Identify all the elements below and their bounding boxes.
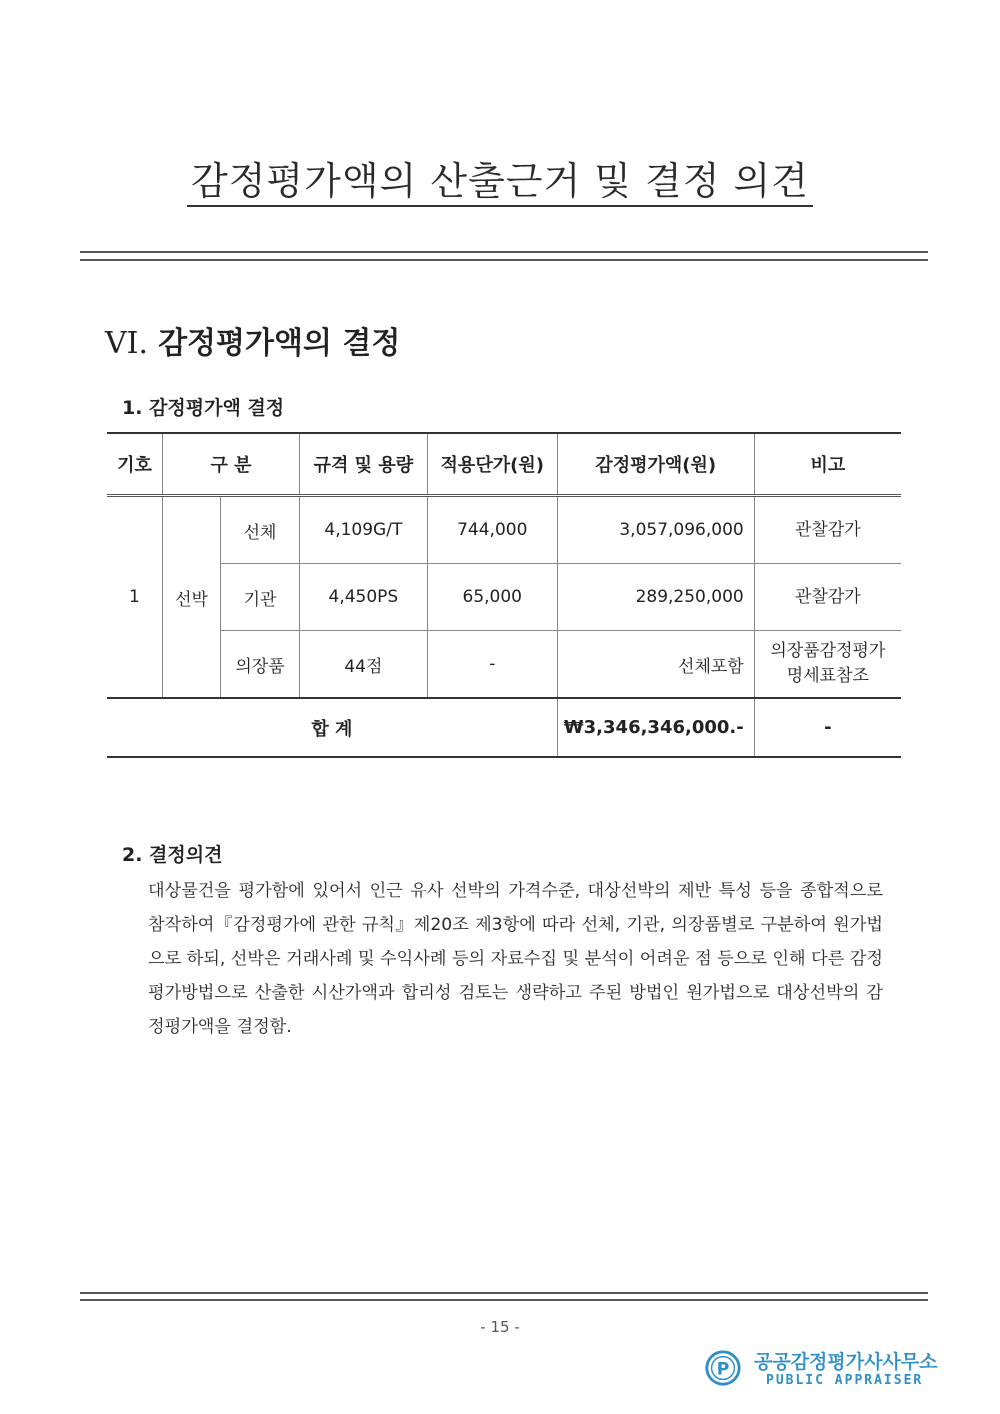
- section-heading: [105, 318, 400, 362]
- row-spec: 44점: [300, 631, 428, 699]
- table-row: [107, 631, 901, 699]
- page-number: - 15 -: [480, 1318, 520, 1336]
- total-label: 합 계: [107, 698, 557, 757]
- row-note: [754, 564, 901, 631]
- subsection-heading-opinion: 2. 결정의견: [122, 844, 223, 866]
- header-note: 비고: [754, 433, 901, 496]
- header-unit-price: 적용단가(원): [427, 433, 557, 496]
- row-unit-price: 744,000: [427, 496, 557, 564]
- top-double-rule: [80, 251, 928, 261]
- logo-mark-letter: P: [716, 1359, 730, 1380]
- row-name: 기관: [221, 564, 300, 631]
- row-note-line: 명세표참조: [786, 666, 869, 686]
- header-amount: 감정평가액(원): [557, 433, 754, 496]
- opinion-paragraph: 대상물건을 평가함에 있어서 인근 유사 선박의 가격수준, 대상선박의 제반 특성 등을 종합적으로 참작하여『감정평가에 관한 규칙』제20조 제3항에 따라 선체, 기관, 의장품별로 구분하여 원가법으로 하되, 선박은 거래사례 및 수익사례 등의 자료수집 및 분석이 어려운 점 등으로 인해 다른 감정평가방법으로 산출한 시산가액과 합리성 검토는 생략하고 주된 방법인 원가법으로 대상선박의 감정평가액을 결정함.: [148, 881, 883, 1037]
- row-note: [754, 496, 901, 564]
- total-note: -: [754, 698, 901, 757]
- row-note-line: 의장품감정평가: [770, 641, 886, 661]
- table-row: [107, 564, 901, 631]
- subsection-heading-decision: 1. 감정평가액 결정: [122, 397, 285, 419]
- appraisal-table: [107, 432, 901, 758]
- bottom-double-rule: [80, 1292, 928, 1301]
- item-number: 1: [107, 496, 162, 699]
- row-unit-price: -: [427, 631, 557, 699]
- header-code: 기호: [107, 433, 162, 496]
- appraiser-logo: [704, 1347, 938, 1393]
- header-category: 구 분: [162, 433, 299, 496]
- row-spec: 4,109G/T: [300, 496, 428, 564]
- row-spec: 4,450PS: [300, 564, 428, 631]
- table-total-row: [107, 698, 901, 757]
- row-amount: 선체포함: [557, 631, 754, 699]
- row-name: 의장품: [221, 631, 300, 699]
- row-note: [754, 631, 901, 699]
- row-note-line: 관찰감가: [795, 586, 861, 607]
- row-unit-price: 65,000: [427, 564, 557, 631]
- page-title: [0, 150, 1000, 205]
- logo-korean-text: 공공감정평가사사무소: [754, 1351, 938, 1373]
- total-amount: ₩3,346,346,000.-: [557, 698, 754, 757]
- section-numeral: VI.: [105, 326, 149, 361]
- row-name: 선체: [221, 496, 300, 564]
- table-header-row: [107, 433, 901, 496]
- table-row: [107, 496, 901, 564]
- row-amount: 3,057,096,000: [557, 496, 754, 564]
- item-group: 선박: [162, 496, 220, 699]
- row-note-line: 관찰감가: [795, 519, 861, 540]
- logo-english-text: PUBLIC APPRAISER: [766, 1373, 924, 1388]
- header-spec: 규격 및 용량: [300, 433, 428, 496]
- section-title: 감정평가액의 결정: [158, 326, 401, 361]
- page-title-text: 감정평가액의 산출근거 및 결정 의견: [187, 159, 813, 207]
- logo-mark-icon: [704, 1349, 742, 1387]
- row-amount: 289,250,000: [557, 564, 754, 631]
